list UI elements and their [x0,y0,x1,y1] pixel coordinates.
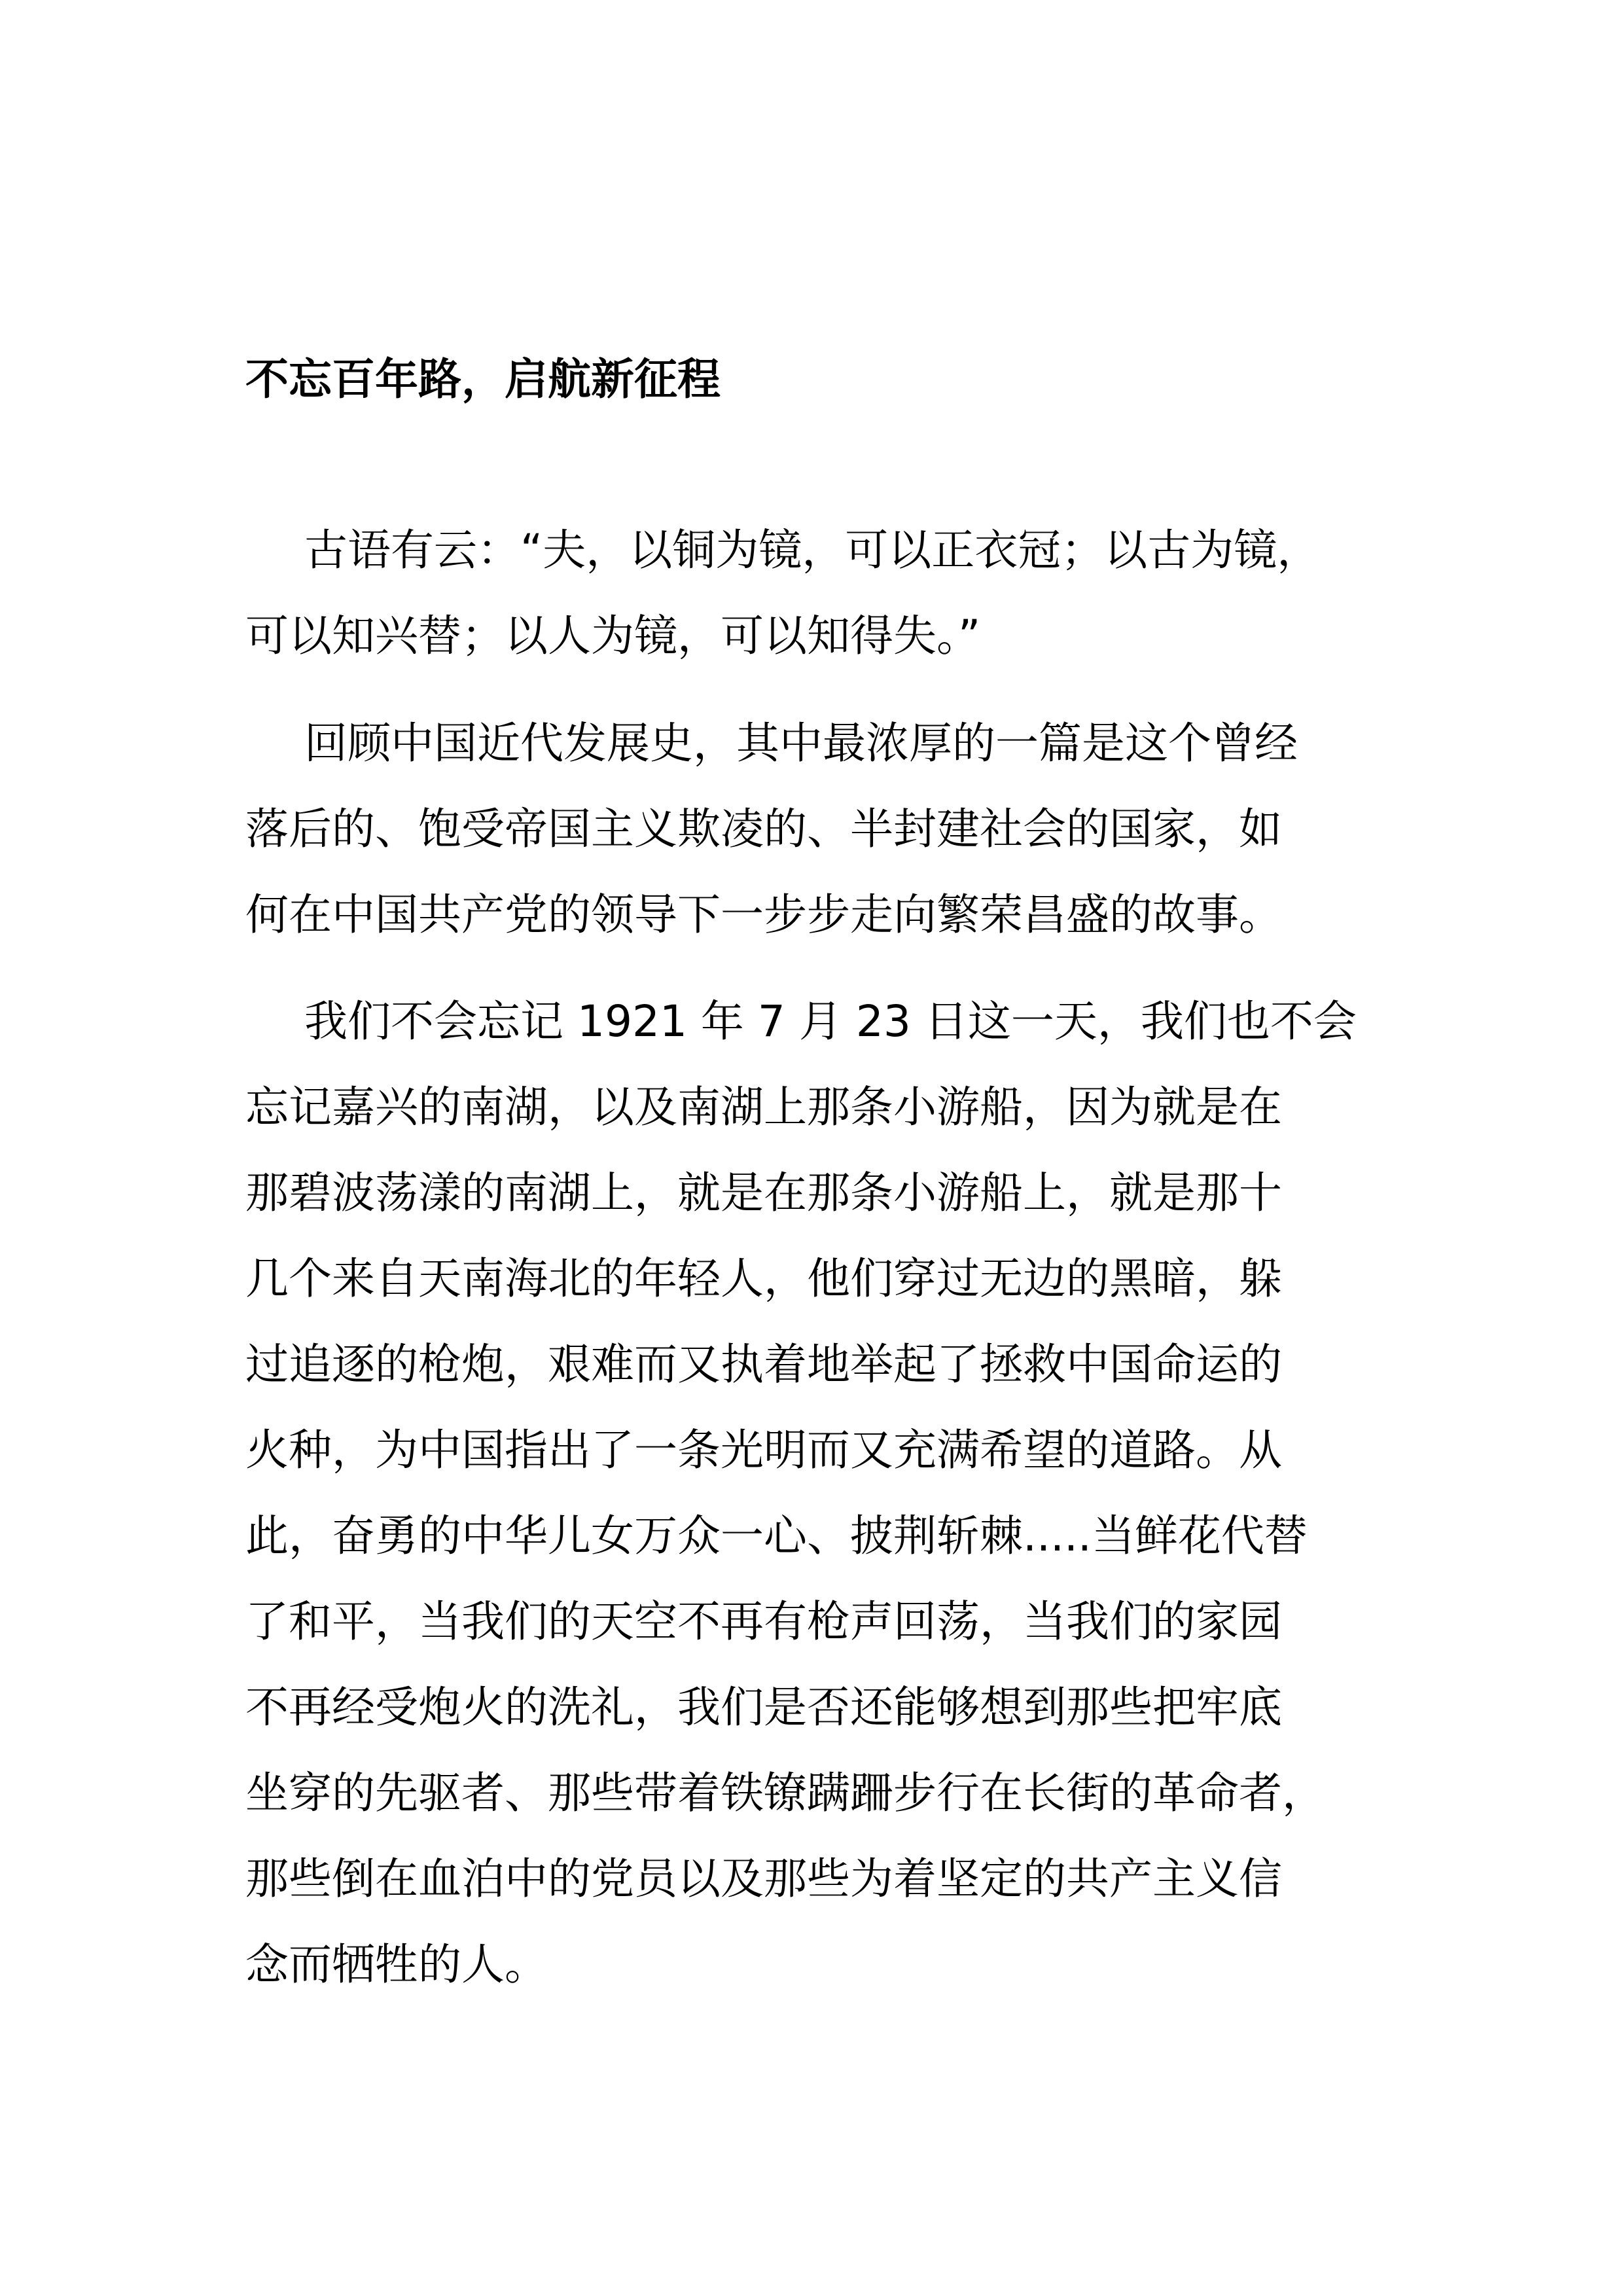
paragraph-line: 不再经受炮火的洗礼，我们是否还能够想到那些把牢底 [245,1682,1282,1732]
paragraph-3 [245,978,1397,2007]
paragraph-line: 忘记嘉兴的南湖，以及南湖上那条小游船，因为就是在 [245,1082,1282,1132]
paragraph-line: 念而牺牲的人。 [245,1939,548,1990]
paragraph-line: 坐穿的先驱者、那些带着铁镣蹒跚步行在长街的革命者， [245,1768,1325,1818]
paragraph-2 [245,700,1397,958]
paragraph-1 [245,507,1397,679]
paragraph-line: 回顾中国近代发展史，其中最浓厚的一篇是这个曾经 [304,718,1298,768]
paragraph-line: 我们不会忘记 1921 年 7 月 23 日这一天，我们也不会 [304,996,1357,1047]
paragraph-line: 火种，为中国指出了一条光明而又充满希望的道路。从 [245,1425,1282,1475]
paragraph-line: 古语有云：“夫，以铜为镜，可以正衣冠；以古为镜， [304,525,1321,575]
paragraph-line: 了和平，当我们的天空不再有枪声回荡，当我们的家园 [245,1596,1282,1647]
paragraph-line: 此，奋勇的中华儿女万众一心、披荆斩棘.....当鲜花代替 [245,1511,1308,1561]
document-title: 不忘百年路，启航新征程 [245,354,721,404]
paragraph-line: 那碧波荡漾的南湖上，就是在那条小游船上，就是那十 [245,1168,1282,1218]
paragraph-line: 过追逐的枪炮，艰难而又执着地举起了拯救中国命运的 [245,1339,1282,1390]
paragraph-line: 几个来自天南海北的年轻人，他们穿过无边的黑暗，躲 [245,1253,1282,1304]
paragraph-line: 落后的、饱受帝国主义欺凌的、半封建社会的国家，如 [245,804,1282,854]
paragraph-line: 那些倒在血泊中的党员以及那些为着坚定的共产主义信 [245,1854,1282,1904]
paragraph-line: 何在中国共产党的领导下一步步走向繁荣昌盛的故事。 [245,889,1282,940]
paragraph-line: 可以知兴替；以人为镜，可以知得失。” [245,611,981,661]
